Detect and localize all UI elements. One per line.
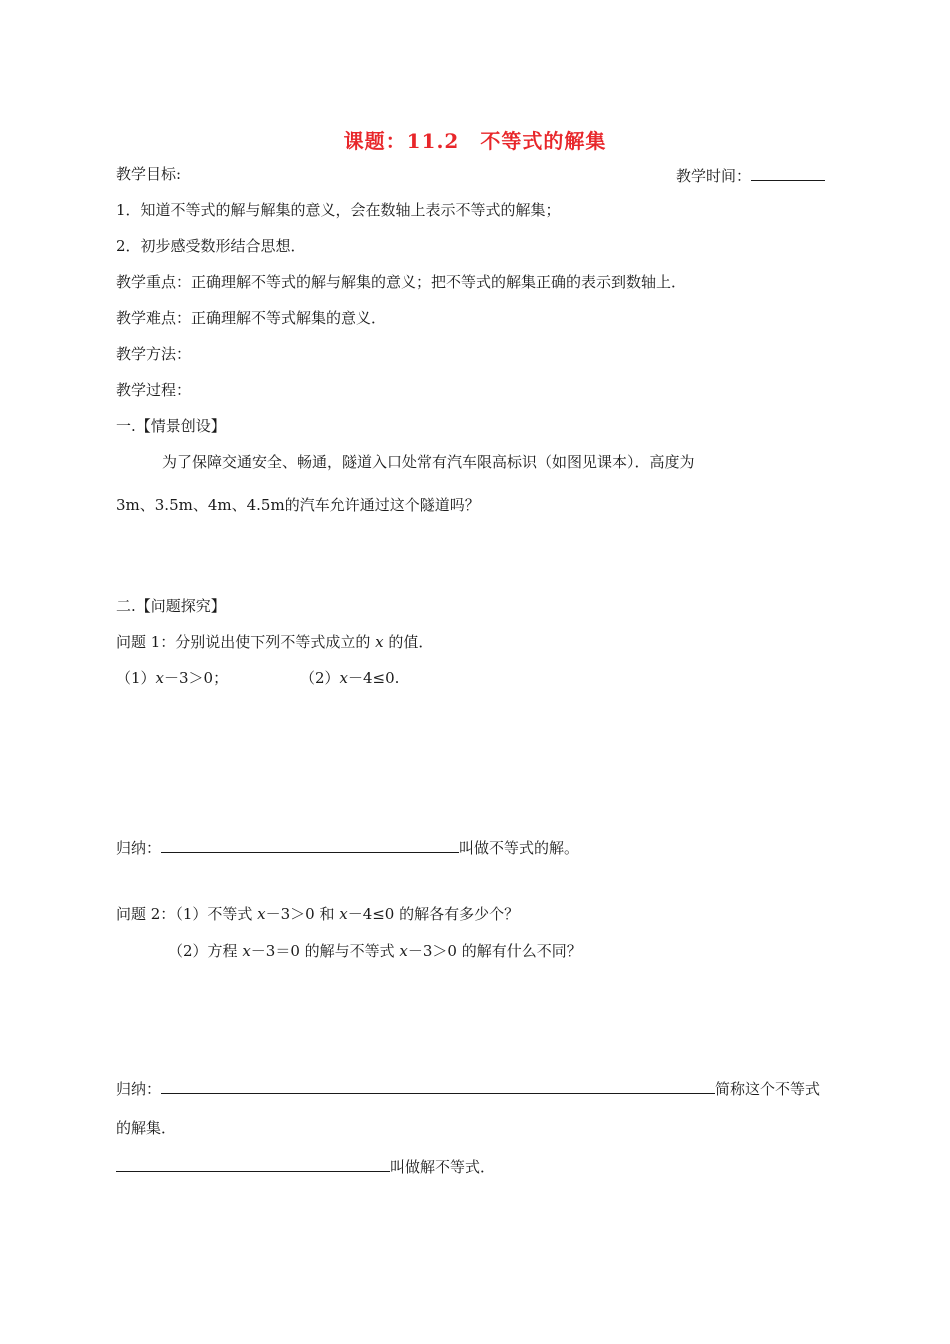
summary-2-suffix: 简称这个不等式	[715, 1080, 821, 1098]
question-1-item-2-prefix: （2）	[300, 669, 340, 687]
teaching-goal-label: 教学目标:	[116, 165, 182, 183]
key-point: 教学重点：正确理解不等式的解与解集的意义；把不等式的解集正确的表示到数轴上．	[116, 273, 687, 291]
question-1-item-1-rest: －3＞0；	[164, 669, 229, 687]
difficult-point: 教学难点：正确理解不等式解集的意义．	[116, 309, 387, 327]
question-1-suffix: 的值．	[383, 633, 434, 651]
section-1-paragraph-line-2: 3m、3.5m、4m、4.5m的汽车允许通过这个隧道吗？	[116, 496, 480, 514]
goal-item-1: 1．知道不等式的解与解集的意义，会在数轴上表示不等式的解集；	[116, 201, 561, 219]
question-2a-variable-2: x	[339, 905, 348, 923]
question-2a-text-2: －3＞0 和	[265, 905, 340, 923]
question-1-item-1-variable: x	[155, 669, 165, 687]
section-2-heading: 二.【问题探究】	[116, 597, 226, 615]
summary-3	[116, 1155, 495, 1177]
summary-3-blank	[116, 1155, 390, 1172]
question-2a-text-3: －4≤0 的解各有多少个？	[347, 905, 520, 923]
question-1-variable: x	[375, 633, 384, 651]
question-2b-variable-1: x	[242, 942, 251, 960]
summary-1-suffix: 叫做不等式的解。	[459, 839, 580, 857]
teaching-method-label: 教学方法：	[116, 345, 192, 363]
teaching-time-blank	[751, 164, 825, 181]
summary-2-blank	[161, 1077, 715, 1094]
question-1-item-2-variable: x	[339, 669, 349, 687]
question-2a-text-1: （1）不等式	[175, 905, 258, 923]
teaching-process-label: 教学过程：	[116, 381, 192, 399]
summary-1	[116, 836, 579, 858]
summary-1-label: 归纳：	[116, 839, 162, 857]
question-2a-variable-1: x	[257, 905, 266, 923]
summary-1-blank	[161, 836, 459, 853]
summary-2-label: 归纳：	[116, 1080, 162, 1098]
section-1-heading: 一.【情景创设】	[116, 417, 226, 435]
teaching-time-field	[676, 164, 825, 186]
question-2b-text-3: －3＞0 的解有什么不同？	[407, 942, 582, 960]
summary-3-suffix: 叫做解不等式．	[390, 1158, 496, 1176]
question-1-item-2-rest: －4≤0.	[348, 669, 400, 687]
section-1-paragraph-line-1: 为了保障交通安全、畅通，隧道入口处常有汽车限高标识（如图见课本）．高度为	[162, 453, 695, 471]
summary-2-continued: 的解集．	[116, 1119, 177, 1137]
question-1	[116, 632, 433, 652]
question-1-prefix: 问题 1：分别说出使下列不等式成立的	[116, 633, 376, 651]
question-2-line-1	[116, 904, 519, 924]
question-1-item-2	[300, 668, 399, 688]
question-2b-text-2: －3＝0 的解与不等式	[250, 942, 400, 960]
goal-item-2: 2．初步感受数形结合思想．	[116, 237, 306, 255]
question-1-item-1	[116, 668, 228, 688]
question-2b-variable-2: x	[399, 942, 408, 960]
question-2-line-2	[168, 941, 582, 961]
question-1-item-1-prefix: （1）	[116, 669, 156, 687]
question-2b-text-1: （2）方程	[168, 942, 243, 960]
lesson-title: 课题：11.2 不等式的解集	[343, 129, 607, 153]
question-2-label: 问题 2：	[116, 905, 176, 923]
teaching-time-label: 教学时间：	[676, 167, 752, 185]
summary-2	[116, 1077, 820, 1099]
